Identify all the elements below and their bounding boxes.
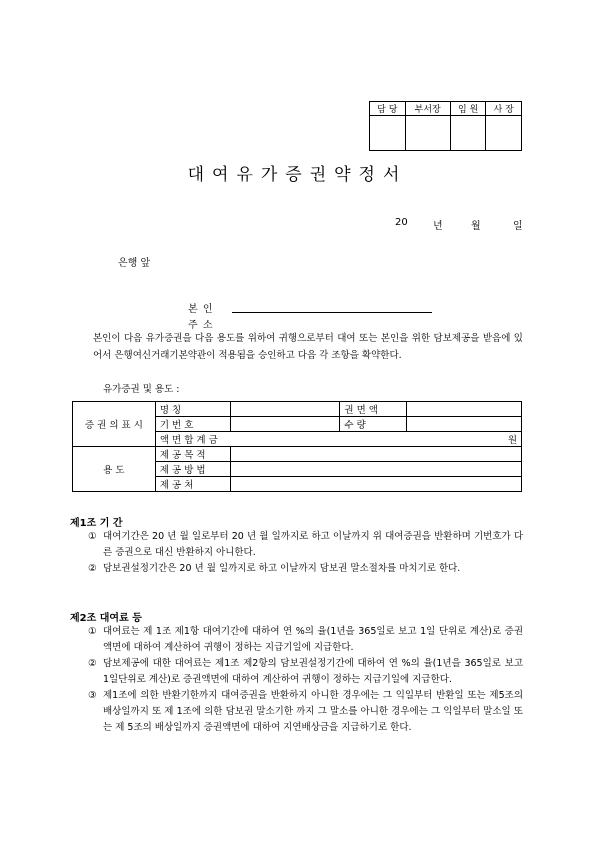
article2-item2-num: ② — [88, 658, 97, 669]
method-value-cell[interactable] — [230, 462, 521, 477]
approval-header-dept-head: 부서장 — [405, 102, 450, 116]
approval-header-staff: 담 당 — [370, 102, 406, 116]
face-amount-value-cell[interactable] — [407, 402, 522, 417]
purpose-label: 제 공 목 적 — [155, 447, 230, 462]
approval-sign-cell — [450, 116, 486, 151]
document-title: 대여유가증권약정서 — [187, 165, 408, 185]
quantity-label: 수 량 — [340, 417, 407, 432]
code-number-value-cell[interactable] — [230, 417, 340, 432]
approval-sign-cell — [486, 116, 522, 151]
quantity-value-cell[interactable] — [407, 417, 522, 432]
article2-item2-text: 담보제공에 대한 대여료는 제1조 제2항의 담보권설정기간에 대하여 연 %의 율(1년을 365일로 보고 1일단위로 계산)로 증권액면에 대하여 계산하여 귀행이 정하는 지급기일에 지급한다. — [103, 658, 523, 685]
article2-item3-num: ③ — [88, 690, 97, 701]
securities-heading: 유가증권 및 용도 : — [103, 384, 180, 395]
approval-header-executive: 임 원 — [450, 102, 486, 116]
approval-box — [369, 101, 522, 151]
intro-paragraph — [93, 330, 523, 364]
article1-title: 제1조 기 간 — [70, 518, 123, 529]
date-year: 20 — [395, 217, 408, 228]
address-label: 주 소 — [188, 320, 214, 331]
method-label: 제 공 방 법 — [155, 462, 230, 477]
purpose-value-cell[interactable] — [230, 447, 521, 462]
article2-item3-text: 제1조에 의한 반환기한까지 대여증권을 반환하지 아니한 경우에는 그 익일부터 반환일 또는 제5조의 배상일까지 또 제 1조에 의한 담보권 말소기한 까지 그 말소를 아니한 경우에는 그 익일부터 말소일 또는 제 5조의 배상일까지 증권액면에 대하여 지연배상금을 지급하기로 한다. — [103, 690, 523, 733]
article2-item1-num: ① — [88, 626, 97, 637]
addressee: 은행 앞 — [118, 258, 151, 269]
approval-sign-cell — [370, 116, 406, 151]
recipient-label: 제 공 처 — [155, 477, 230, 492]
code-number-label: 기 번 호 — [155, 417, 230, 432]
article2-item1-text: 대여료는 제 1조 제1항 대여기간에 대하여 연 %의 율(1년을 365일로 보고 1일 단위로 계산)로 증권액면에 대하여 계산하여 귀행이 정하는 지급기일에 지급한다. — [103, 626, 523, 653]
approval-sign-cell — [405, 116, 450, 151]
principal-label: 본 인 — [188, 304, 214, 315]
face-amount-label: 권 면 액 — [340, 402, 407, 417]
principal-signature-line — [232, 312, 432, 313]
face-total-label: 액 면 합 계 금 — [159, 435, 218, 446]
date-day-unit: 일 — [513, 221, 523, 232]
approval-header-president: 사 장 — [486, 102, 522, 116]
article1-item1-num: ① — [88, 531, 97, 542]
securities-group-label: 증 권 의 표 시 — [73, 402, 156, 447]
article1-item1-text: 대여기간은 20 년 월 일로부터 20 년 월 일까지로 하고 이날까지 위 대여증권을 반환하며 기번호가 다른 증권으로 대신 반환하지 아니한다. — [103, 531, 523, 558]
date-month-unit: 월 — [471, 221, 481, 232]
article1-item2-text: 담보권설정기간은 20 년 월 일까지로 하고 이날까지 담보권 말소절차를 마치기로 한다. — [103, 563, 461, 574]
intro-text: 본인이 다음 유가증권을 다음 용도를 위하여 귀행으로부터 대여 또는 본인을 위한 담보제공을 받음에 있어서 은행여신거래기본약관이 적용됨을 승인하고 다음 각 조항을 확약한다. — [93, 333, 523, 361]
date-year-unit: 년 — [433, 221, 443, 232]
securities-table — [72, 401, 522, 492]
name-label: 명 칭 — [155, 402, 230, 417]
article1-item2-num: ② — [88, 563, 97, 574]
article2-title: 제2조 대여료 등 — [70, 613, 142, 624]
recipient-value-cell[interactable] — [230, 477, 521, 492]
usage-group-label: 용 도 — [73, 447, 156, 492]
won-unit: 원 — [507, 435, 517, 446]
name-value-cell[interactable] — [230, 402, 340, 417]
